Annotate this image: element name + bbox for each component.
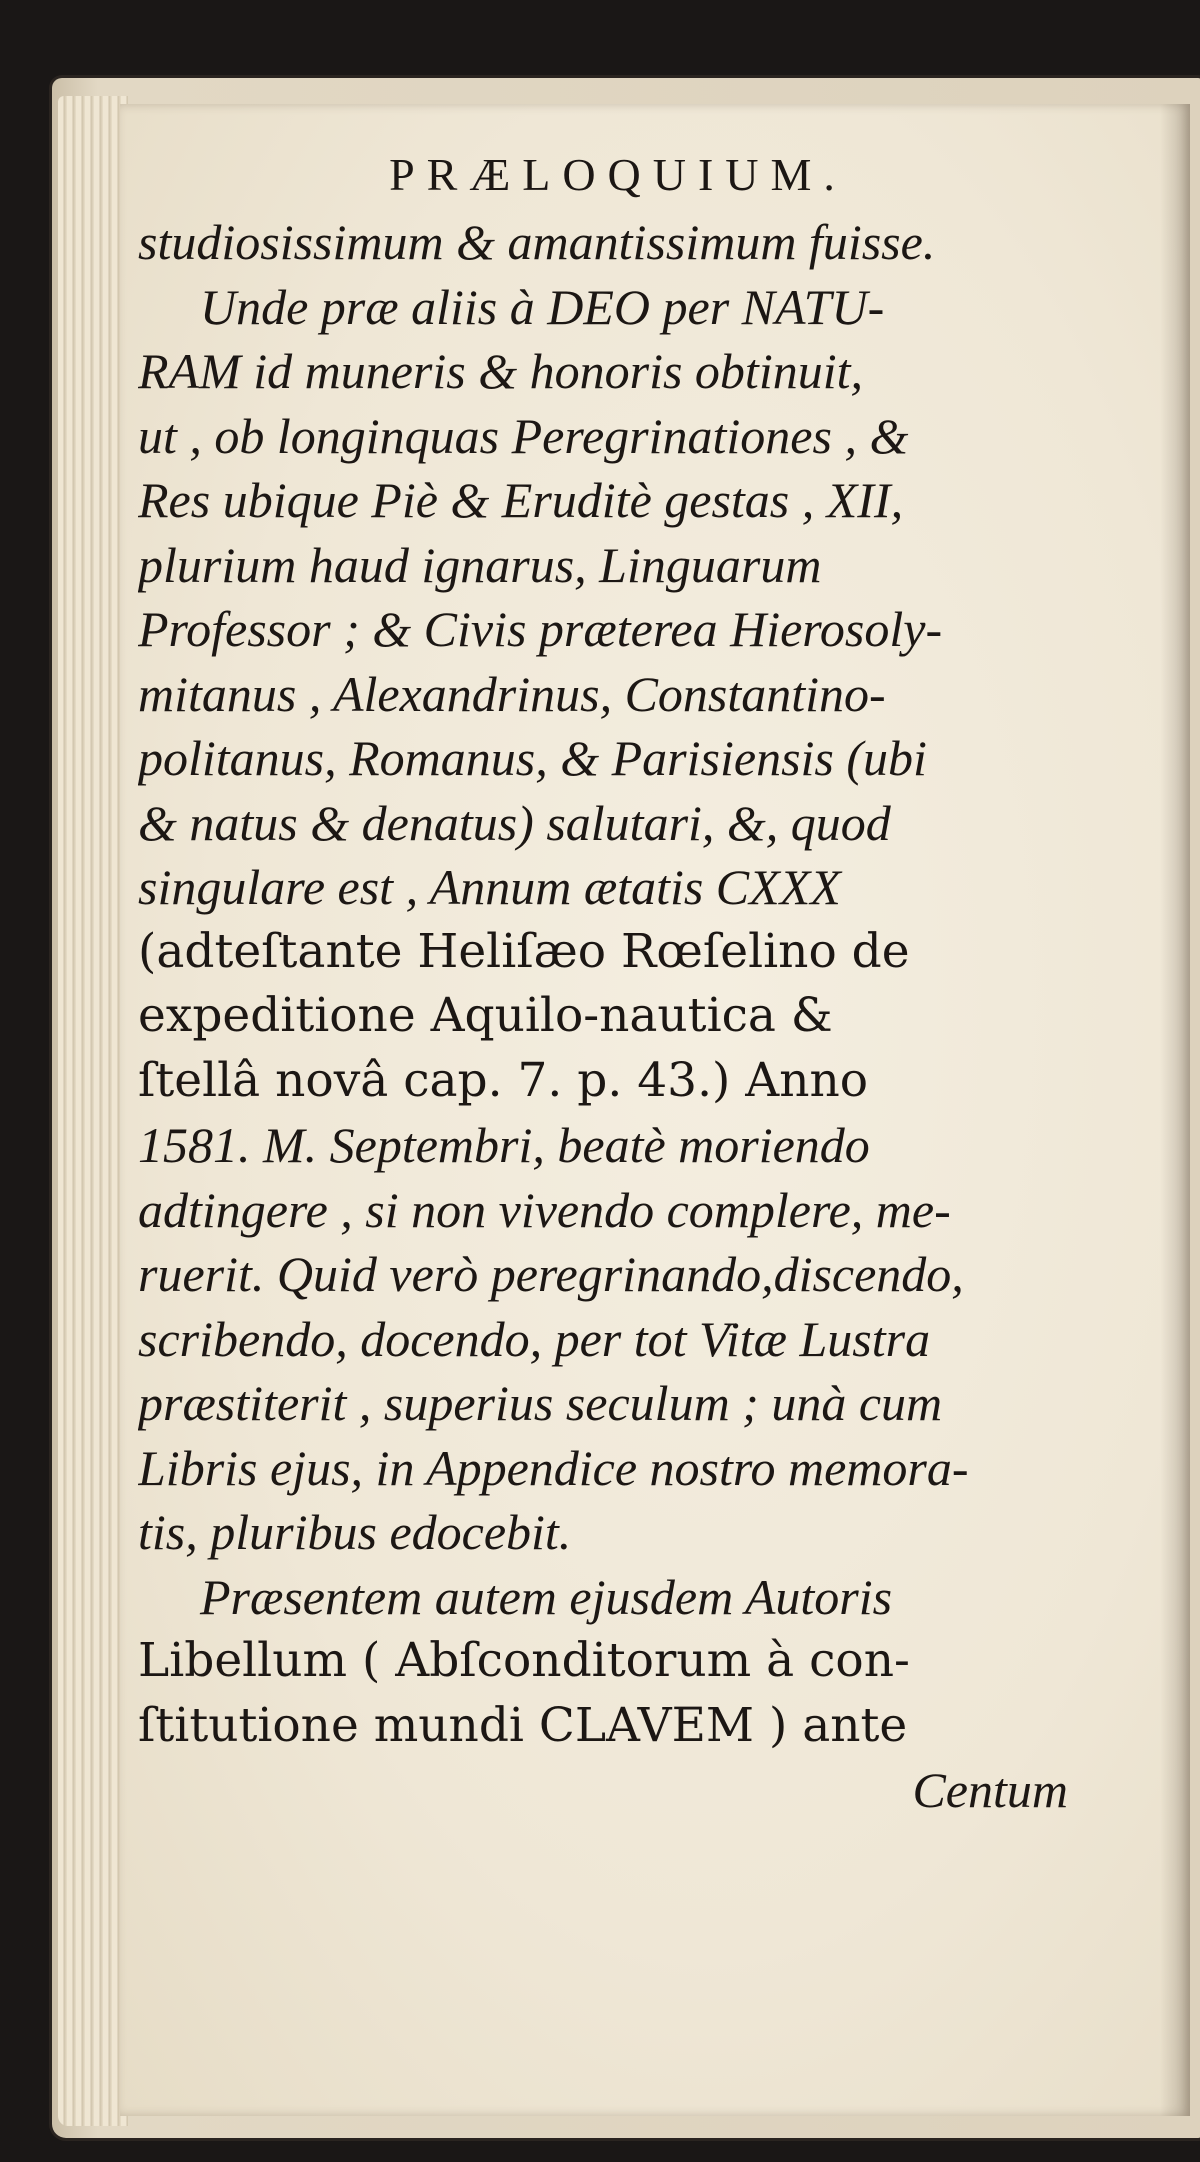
text-line: Præsentem autem ejusdem Autoris: [200, 1568, 893, 1625]
text-line: præstiterit , superius seculum ; unà cum: [138, 1375, 943, 1431]
text-line: Unde præ aliis à DEO per NATU-: [200, 278, 885, 335]
text-line: expeditione Aquilo-nautica &: [138, 988, 833, 1043]
text-line: politanus, Romanus, & Parisiensis (ubi: [138, 730, 927, 786]
page-gutter-shadow: [1160, 104, 1190, 2116]
text-line: Professor ; & Civis præterea Hierosoly-: [138, 601, 943, 657]
text-line: ut , ob longinquas Peregrinationes , &: [138, 407, 909, 464]
text-line: tis, pluribus edocebit.: [138, 1504, 572, 1560]
text-line: studiosissimum & amantissimum fuisse.: [138, 214, 936, 270]
text-line: Libellum ( Abſconditorum à con-: [138, 1633, 910, 1688]
page-edges: [58, 96, 128, 2126]
text-line: RAM id muneris & honoris obtinuit,: [138, 343, 863, 399]
running-head: PRÆLOQUIUM.: [389, 149, 847, 200]
text-line: ruerit. Quid verò peregrinando,discendo,: [138, 1246, 964, 1302]
catchword: Centum: [912, 1762, 1068, 1818]
text-line: & natus & denatus) salutari, &, quod: [138, 794, 891, 851]
text-line: plurium haud ignarus, Linguarum: [138, 536, 822, 593]
text-line: 1581. M. Septembri, beatè moriendo: [138, 1117, 870, 1173]
text-line: scribendo, docendo, per tot Vitæ Lustra: [138, 1310, 931, 1367]
text-line: ſtitutione mundi CLAVEM ) ante: [138, 1697, 908, 1753]
text-line: Libris ejus, in Appendice nostro memora-: [138, 1439, 969, 1496]
text-line: adtingere , si non vivendo complere, me-: [138, 1181, 951, 1238]
text-line: mitanus , Alexandrinus, Constantino-: [138, 665, 886, 722]
text-line: ſtellâ novâ cap. 7. p. 43.) Anno: [138, 1052, 869, 1108]
page-text: [138, 140, 1098, 1823]
text-line: singulare est , Annum ætatis CXXX: [138, 859, 841, 915]
text-line: Res ubique Piè & Eruditè gestas , XII,: [138, 472, 904, 528]
text-line: (adteſtante Heliſæo Rœſelino de: [138, 923, 910, 979]
